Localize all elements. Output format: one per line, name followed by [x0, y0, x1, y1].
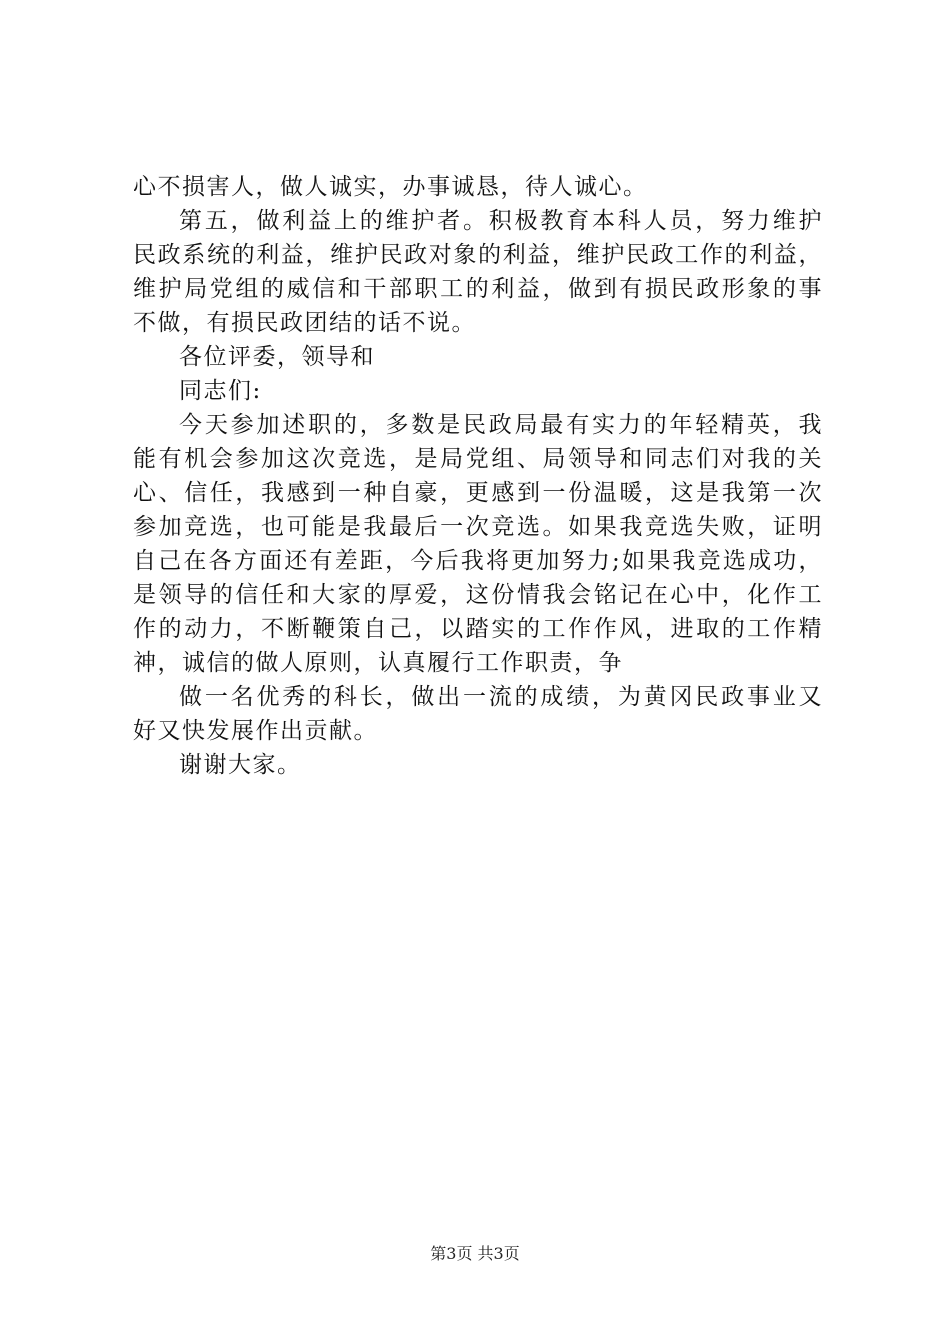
- text-line: 同志们:: [179, 378, 262, 404]
- page-number-footer: 第3页 共3页: [430, 1244, 520, 1263]
- text-line: 第五，做利益上的维护者。积极教育本科人员，努力维护: [179, 208, 823, 234]
- text-line: 神，诚信的做人原则，认真履行工作职责，争: [133, 650, 623, 676]
- text-line: 心不损害人，做人诚实，办事诚恳，待人诚心。: [133, 174, 648, 200]
- text-line: 是领导的信任和大家的厚爱，这份情我会铭记在心中，化作工: [133, 582, 823, 608]
- text-line: 各位评委，领导和: [179, 344, 375, 370]
- text-line: 维护局党组的威信和干部职工的利益，做到有损民政形象的事: [133, 276, 823, 302]
- text-line: 自己在各方面还有差距，今后我将更加努力;如果我竞选成功，: [133, 548, 823, 574]
- text-line: 心、信任，我感到一种自豪，更感到一份温暖，这是我第一次: [133, 480, 823, 506]
- text-line: 作的动力，不断鞭策自己，以踏实的工作作风，进取的工作精: [133, 616, 823, 642]
- text-line: 能有机会参加这次竞选，是局党组、局领导和同志们对我的关: [133, 446, 823, 472]
- text-line: 民政系统的利益，维护民政对象的利益，维护民政工作的利益，: [133, 242, 823, 268]
- text-line: 参加竞选，也可能是我最后一次竞选。如果我竞选失败，证明: [133, 514, 823, 540]
- text-line: 不做，有损民政团结的话不说。: [133, 310, 476, 336]
- text-line: 做一名优秀的科长，做出一流的成绩，为黄冈民政事业又: [179, 684, 823, 710]
- text-line: 谢谢大家。: [179, 752, 302, 778]
- document-body: [133, 170, 823, 782]
- text-line: 今天参加述职的，多数是民政局最有实力的年轻精英，我: [179, 412, 823, 438]
- text-line: 好又快发展作出贡献。: [133, 718, 378, 744]
